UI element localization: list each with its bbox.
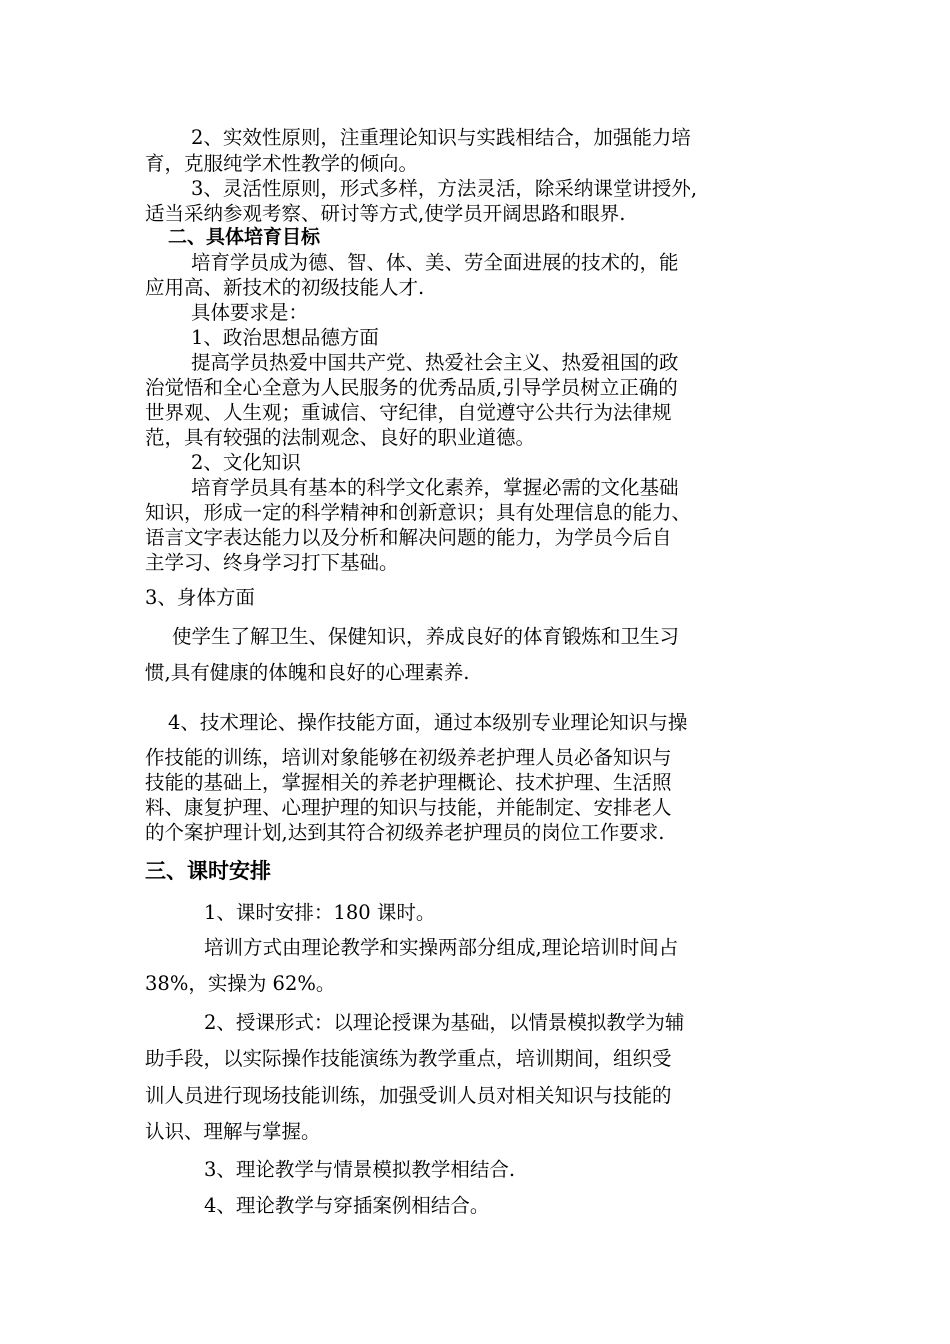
schedule-item-2-line-4: 认识、理解与掌握。 [145, 1120, 321, 1143]
schedule-item-2-line-3: 训人员进行现场技能训练，加强受训人员对相关知识与技能的 [145, 1084, 672, 1107]
section-heading-goals: 二、具体培育目标 [168, 226, 321, 248]
schedule-item-3: 3、理论教学与情景模拟教学相结合. [204, 1158, 516, 1181]
schedule-item-2-line-1: 2、授课形式：以理论授课为基础，以情景模拟教学为辅 [204, 1011, 685, 1034]
item-1-title: 1、政治思想品德方面 [191, 326, 379, 349]
item-1-line-3: 世界观、人生观；重诚信、守纪律，自觉遵守公共行为法律规 [145, 401, 672, 424]
item-1-line-4: 范，具有较强的法制观念、良好的职业道德。 [145, 426, 536, 449]
schedule-item-1: 1、课时安排：180 课时。 [204, 901, 436, 924]
schedule-method-line-1: 培训方式由理论教学和实操两部分组成,理论培训时间占 [204, 936, 679, 959]
requirements-label: 具体要求是： [191, 301, 309, 324]
item-2-line-1: 培育学员具有基本的科学文化素养，掌握必需的文化基础 [191, 476, 679, 499]
schedule-item-2-line-2: 助手段，以实际操作技能演练为教学重点，培训期间，组织受 [145, 1047, 672, 1070]
item-4-line-1: 4、技术理论、操作技能方面，通过本级别专业理论知识与操 [168, 711, 688, 734]
item-4-line-4: 料、康复护理、心理护理的知识与技能，并能制定、安排老人 [145, 796, 672, 819]
item-2-line-4: 主学习、终身学习打下基础。 [145, 551, 399, 574]
item-2-line-2: 知识，形成一定的科学精神和创新意识；具有处理信息的能力、 [145, 501, 692, 524]
item-1-line-2: 治觉悟和全心全意为人民服务的优秀品质,引导学员树立正确的 [145, 376, 678, 399]
schedule-item-4: 4、理论教学与穿插案例相结合。 [204, 1194, 490, 1217]
schedule-method-line-2: 38%，实操为 62%。 [145, 972, 336, 995]
item-1-line-1: 提高学员热爱中国共产党、热爱社会主义、热爱祖国的政 [191, 351, 679, 374]
item-2-line-3: 语言文字表达能力以及分析和解决问题的能力，为学员今后自 [145, 526, 672, 549]
section-heading-schedule: 三、课时安排 [145, 859, 271, 883]
item-2-title: 2、文化知识 [191, 451, 301, 474]
item-3-line-1: 使学生了解卫生、保健知识，养成良好的体育锻炼和卫生习 [172, 625, 680, 648]
principle-3-line-1: 3、灵活性原则，形式多样，方法灵活，除采纳课堂讲授外, [191, 177, 698, 200]
principle-3-line-2: 适当采纳参观考察、研讨等方式,使学员开阔思路和眼界. [145, 202, 626, 225]
goals-intro-line-2: 应用高、新技术的初级技能人才. [145, 276, 425, 299]
item-4-line-3: 技能的基础上，掌握相关的养老护理概论、技术护理、生活照 [145, 771, 672, 794]
principle-2-line-2: 育，克服纯学术性教学的倾向。 [145, 152, 419, 175]
item-4-line-2: 作技能的训练，培训对象能够在初级养老护理人员必备知识与 [145, 746, 672, 769]
item-3-title: 3、身体方面 [145, 586, 255, 609]
goals-intro-line-1: 培育学员成为德、智、体、美、劳全面进展的技术的，能 [191, 251, 679, 274]
item-4-line-5: 的个案护理计划,达到其符合初级养老护理员的岗位工作要求. [145, 821, 665, 844]
item-3-line-2: 惯,具有健康的体魄和良好的心理素养. [145, 661, 470, 684]
principle-2-line-1: 2、实效性原则，注重理论知识与实践相结合，加强能力培 [191, 126, 691, 149]
